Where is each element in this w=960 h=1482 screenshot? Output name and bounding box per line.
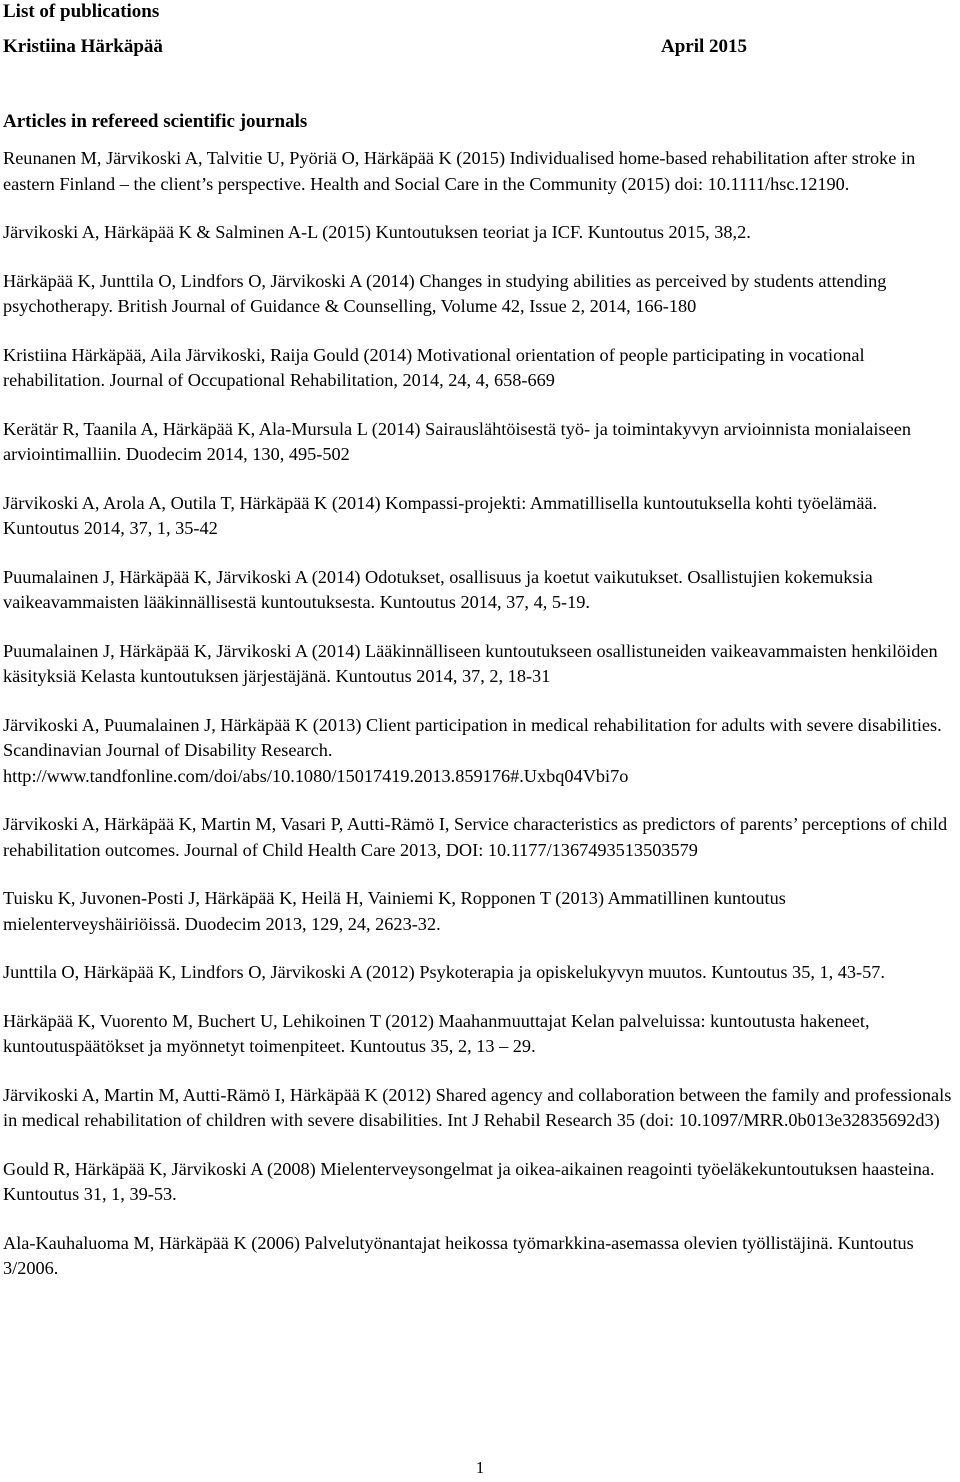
- publication-entry: Järvikoski A, Härkäpää K, Martin M, Vasari P, Autti-Rämö I, Service characteristics as predictors of parents’ perceptions of child rehabilitation outcomes. Journal of Child Health Care 2013, DOI: 10.1177/1367493513503579: [3, 814, 948, 860]
- publication-list: [3, 146, 957, 1282]
- publication-entry: Puumalainen J, Härkäpää K, Järvikoski A (2014) Lääkinnälliseen kuntoutukseen osallistuneiden vaikeavammaisten henkilöiden käsityksiä Kelasta kuntoutuksen järjestäjänä. Kuntoutus 2014, 37, 2, 18-31: [3, 640, 938, 686]
- publication-entry: Ala-Kauhaluoma M, Härkäpää K (2006) Palvelutyönantajat heikossa työmarkkina-asemassa olevien työllistäjinä. Kuntoutus 3/2006.: [3, 1232, 914, 1278]
- publication-entry: Puumalainen J, Härkäpää K, Järvikoski A (2014) Odotukset, osallisuus ja koetut vaikutukset. Osallistujien kokemuksia vaikeavammaisten lääkinnällisestä kuntoutuksesta. Kuntoutus 2014, 37, 4, 5-19.: [3, 566, 873, 612]
- publication-entry: Järvikoski A, Puumalainen J, Härkäpää K (2013) Client participation in medical rehabilitation for adults with severe disabilities. Scandinavian Journal of Disability Research. http://www.tandfonline.com/doi/abs/10.1080/15017419.2013.859176#.Uxbq04Vbi7o: [3, 714, 942, 786]
- publication-entry: Kristiina Härkäpää, Aila Järvikoski, Raija Gould (2014) Motivational orientation of people participating in vocational rehabilitation. Journal of Occupational Rehabilitation, 2014, 24, 4, 658-669: [3, 344, 865, 390]
- publication-entry: Gould R, Härkäpää K, Järvikoski A (2008) Mielenterveysongelmat ja oikea-aikainen reagointi työeläkekuntoutuksen haasteina. Kuntoutus 31, 1, 39-53.: [3, 1158, 935, 1204]
- publication-entry: Kerätär R, Taanila A, Härkäpää K, Ala-Mursula L (2014) Sairauslähtöisestä työ- ja toimintakyvyn arvioinnista monialaiseen arviointimalliin. Duodecim 2014, 130, 495-502: [3, 418, 911, 464]
- document-title: List of publications: [3, 1, 160, 22]
- publication-entry: Järvikoski A, Härkäpää K & Salminen A-L (2015) Kuntoutuksen teoriat ja ICF. Kuntoutus 2015, 38,2.: [3, 222, 751, 242]
- page-number: 1: [475, 1458, 485, 1477]
- author-name: Kristiina Härkäpää: [3, 36, 163, 57]
- publication-entry: Härkäpää K, Junttila O, Lindfors O, Järvikoski A (2014) Changes in studying abilities as perceived by students attending psychotherapy. British Journal of Guidance & Counselling, Volume 42, Issue 2, 2014, 166-180: [3, 270, 887, 316]
- publication-entry: Junttila O, Härkäpää K, Lindfors O, Järvikoski A (2012) Psykoterapia ja opiskelukyvyn muutos. Kuntoutus 35, 1, 43-57.: [3, 962, 885, 982]
- document-date: April 2015: [660, 36, 747, 57]
- publication-entry: Tuisku K, Juvonen-Posti J, Härkäpää K, Heilä H, Vainiemi K, Ropponen T (2013) Ammatillinen kuntoutus mielenterveyshäiriöissä. Duodecim 2013, 129, 24, 2623-32.: [3, 888, 786, 934]
- publication-entry: Härkäpää K, Vuorento M, Buchert U, Lehikoinen T (2012) Maahanmuuttajat Kelan palveluissa: kuntoutusta hakeneet, kuntoutuspäätökset ja myönnetyt toimenpiteet. Kuntoutus 35, 2, 13 – 29.: [3, 1010, 870, 1056]
- publication-entry: Järvikoski A, Arola A, Outila T, Härkäpää K (2014) Kompassi-projekti: Ammatillisella kuntoutuksella kohti työelämää. Kuntoutus 2014, 37, 1, 35-42: [3, 492, 878, 538]
- author-date-line: [3, 35, 747, 59]
- section-heading: Articles in refereed scientific journals: [3, 111, 308, 132]
- publication-entry: Järvikoski A, Martin M, Autti-Rämö I, Härkäpää K (2012) Shared agency and collaboration between the family and professionals in medical rehabilitation of children with severe disabilities. Int J Rehabil Research 35 (doi: 10.1097/MRR.0b013e32835692d3): [3, 1084, 952, 1130]
- publication-entry: Reunanen M, Järvikoski A, Talvitie U, Pyöriä O, Härkäpää K (2015) Individualised home-based rehabilitation after stroke in eastern Finland – the client’s perspective. Health and Social Care in the Community (2015) doi: 10.1111/hsc.12190.: [3, 148, 916, 194]
